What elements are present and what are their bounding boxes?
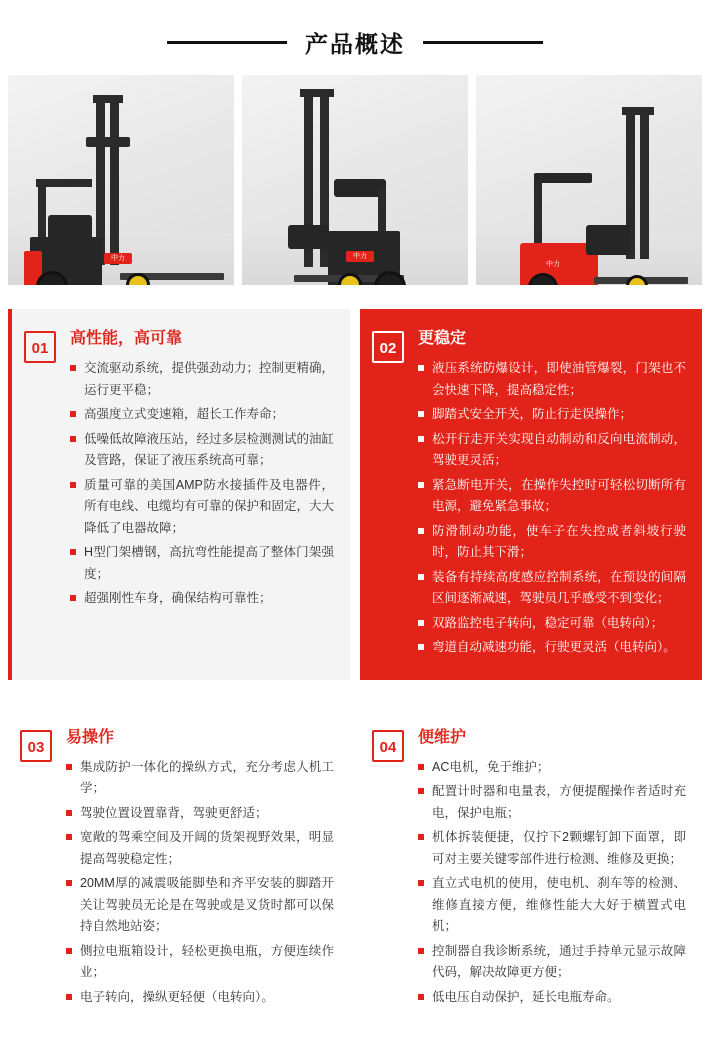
feature-number-03: 03 <box>20 730 52 762</box>
header-rule-left <box>167 41 287 44</box>
list-item: 装备有持续高度感应控制系统，在预设的间隔区间逐渐减速，驾驶员几乎感受不到变化； <box>418 567 686 610</box>
guard-post <box>38 185 46 245</box>
product-gallery <box>0 75 710 285</box>
list-item: 配置计时器和电量表，方便提醒操作者适时充电，保护电瓶； <box>418 781 686 824</box>
feature-title-04: 便维护 <box>418 728 467 746</box>
feature-row-bottom <box>0 680 710 1049</box>
feature-number-02: 02 <box>372 331 404 363</box>
list-item: 驾驶位置设置靠背，驾驶更舒适； <box>66 803 334 825</box>
carriage <box>86 137 130 147</box>
feature-block-03 <box>8 708 350 1030</box>
list-item: 机体拆装便捷，仅拧下2颗螺钉卸下面罩，即可对主要关键零部件进行检测、维修及更换； <box>418 827 686 870</box>
forklift-photo-side-view <box>8 75 234 285</box>
brand-badge: 中力 <box>536 259 570 271</box>
mast-top-beam <box>300 89 334 97</box>
list-item: H型门架槽钢，高抗弯性能提高了整体门架强度； <box>70 542 334 585</box>
mast-top-beam <box>93 95 123 103</box>
forklift-photo-front-view <box>242 75 468 285</box>
feature-list-01 <box>70 358 334 610</box>
feature-block-04 <box>360 708 702 1030</box>
feature-list-03 <box>66 757 334 1009</box>
forklift-photo-rear-view <box>476 75 702 285</box>
list-item: 交流驱动系统，提供强劲动力；控制更精确，运行更平稳； <box>70 358 334 401</box>
guard-post <box>534 179 542 249</box>
brand-badge: 中力 <box>346 251 374 262</box>
list-item: 液压系统防爆设计，即使油管爆裂，门架也不会快速下降，提高稳定性； <box>418 358 686 401</box>
list-item: 电子转向，操纵更轻便（电转向）。 <box>66 987 334 1009</box>
list-item: 直立式电机的使用，使电机、刹车等的检测、维修直接方便，维修性能大大好于横置式电机； <box>418 873 686 938</box>
feature-number-04: 04 <box>372 730 404 762</box>
feature-title-03: 易操作 <box>66 728 115 746</box>
list-item: 弯道自动减速功能，行驶更灵活（电转向）。 <box>418 637 686 659</box>
feature-list-04 <box>418 757 686 1009</box>
list-item: 超强刚性车身，确保结构可靠性； <box>70 588 334 610</box>
feature-block-02 <box>360 309 702 680</box>
list-item: AC电机，免于维护； <box>418 757 686 779</box>
header-rule-right <box>423 41 543 44</box>
mast-rail <box>640 109 649 259</box>
operator-compartment <box>48 215 92 241</box>
operator-compartment <box>586 225 630 255</box>
brand-badge: 中力 <box>104 253 132 264</box>
feature-block-01 <box>8 309 350 680</box>
page-title: 产品概述 <box>305 31 405 57</box>
feature-list-02 <box>418 358 686 659</box>
list-item: 低噪低故障液压站，经过多层检测测试的油缸及管路，保证了液压系统高可靠； <box>70 429 334 472</box>
guard-roof <box>36 179 92 187</box>
list-item: 防滑制动功能，使车子在失控或者斜坡行驶时，防止其下滑； <box>418 521 686 564</box>
list-item: 脚踏式安全开关，防止行走误操作； <box>418 404 686 426</box>
page-header <box>0 0 710 75</box>
list-item: 紧急断电开关，在操作失控时可轻松切断所有电源，避免紧急事故； <box>418 475 686 518</box>
list-item: 集成防护一体化的操纵方式，充分考虑人机工学； <box>66 757 334 800</box>
list-item: 松开行走开关实现自动制动和反向电流制动，驾驶更灵活； <box>418 429 686 472</box>
seat-back <box>288 225 328 249</box>
mast-top-beam <box>622 107 654 115</box>
guard-roof <box>534 173 592 183</box>
list-item: 宽敞的驾乘空间及开阔的货架视野效果，明显提高驾驶稳定性； <box>66 827 334 870</box>
feature-title-01: 高性能，高可靠 <box>70 330 183 347</box>
list-item: 侧拉电瓶箱设计，轻松更换电瓶，方便连续作业； <box>66 941 334 984</box>
list-item: 控制器自我诊断系统，通过手持单元显示故障代码，解决故障更方便； <box>418 941 686 984</box>
feature-title-02: 更稳定 <box>418 330 467 347</box>
list-item: 质量可靠的美国AMP防水接插件及电器件，所有电线、电缆均有可靠的保护和固定，大大降低了电器故障； <box>70 475 334 540</box>
list-item: 20MM厚的减震吸能脚垫和齐平安装的脚踏开关让驾驶员无论是在驾驶或是叉货时都可以保持自然地站姿； <box>66 873 334 938</box>
list-item: 高强度立式变速箱，超长工作寿命； <box>70 404 334 426</box>
feature-row-top <box>0 285 710 680</box>
list-item: 双路监控电子转向，稳定可靠（电转向）； <box>418 613 686 635</box>
list-item: 低电压自动保护，延长电瓶寿命。 <box>418 987 686 1009</box>
feature-number-01: 01 <box>24 331 56 363</box>
mast-rail <box>110 97 119 265</box>
